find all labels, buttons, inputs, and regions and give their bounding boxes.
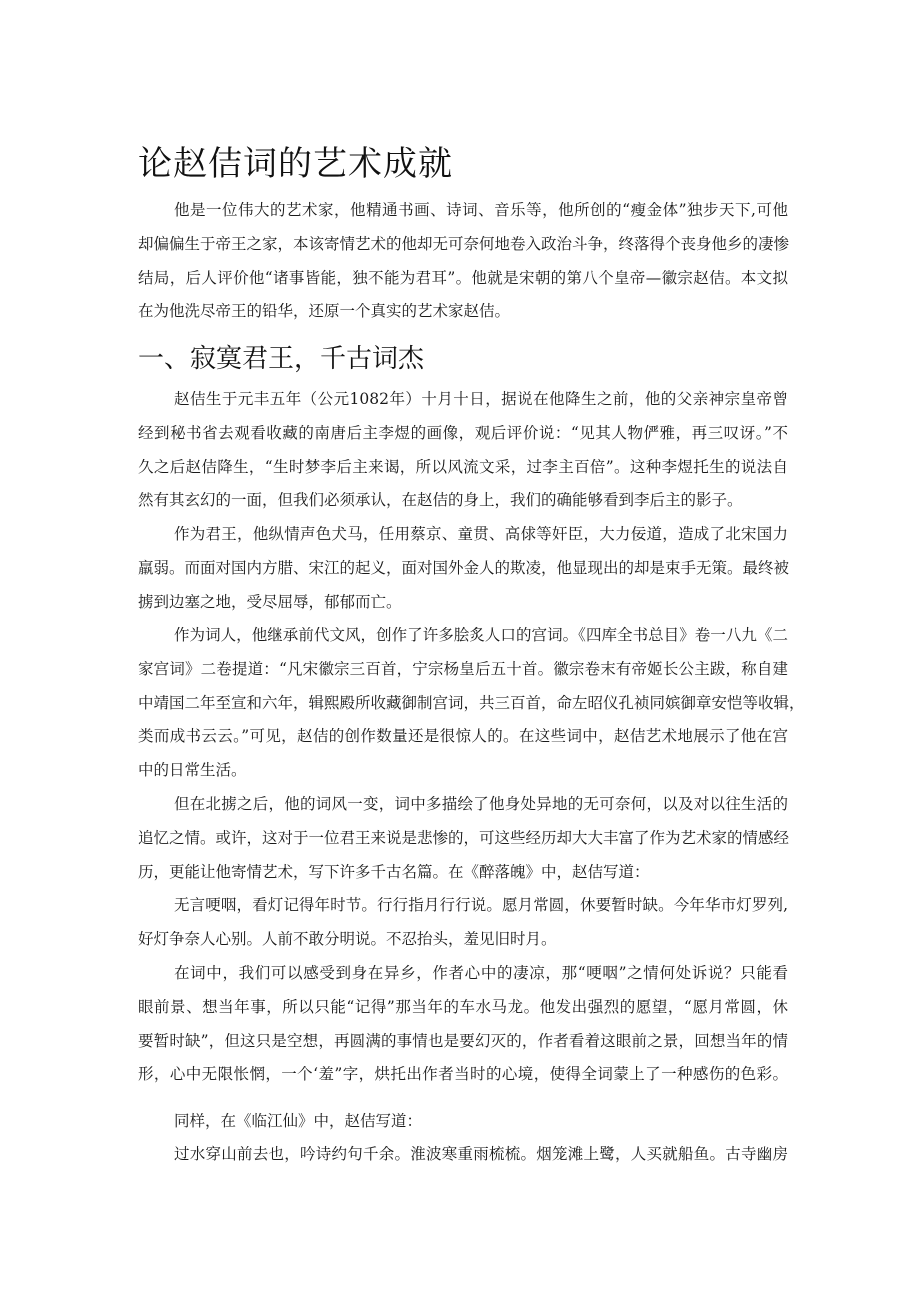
text-line: 同样，在《临江仙》中，赵佶写道： bbox=[174, 1112, 423, 1130]
text-line: 类而成书云云。”可见，赵佶的创作数量还是很惊人的。在这些词中，赵佶艺术地展示了他在宫 bbox=[138, 727, 788, 746]
text-line: 经到秘书省去观看收藏的南唐后主李煜的画像，观后评价说：“见其人物俨雅，再三叹讶。”不 bbox=[138, 423, 788, 442]
text-line: 但在北掳之后，他的词风一变，词中多描绘了他身处异地的无可奈何，以及对以往生活的 bbox=[174, 795, 788, 813]
text-line: 久之后赵佶降生，“生时梦李后主来谒，所以风流文采，过李主百倍”。这种李煜托生的说法自 bbox=[138, 457, 788, 476]
paragraph-linjiangxian-intro bbox=[138, 1105, 788, 1139]
text-line: 作为君王，他纵情声色犬马，任用蔡京、童贯、高俅等奸臣，大力佞道，造成了北宋国力 bbox=[174, 525, 788, 543]
text-line: 中靖国二年至宣和六年，辑熙殿所收藏御制宫词，共三百首，命左昭仪孔祯同嫔御章安恺等收辑， bbox=[138, 693, 805, 712]
paragraph-as-emperor bbox=[138, 518, 788, 619]
text-line: 羸弱。而面对国内方腊、宋江的起义，面对国外金人的欺凌，他显现出的却是束手无策。最终被 bbox=[138, 558, 790, 577]
paragraph-as-poet bbox=[138, 619, 805, 788]
text-line: 要暂时缺”，但这只是空想，再圆满的事情也是要幻灭的，作者看着这眼前之景，回想当年的情 bbox=[138, 1031, 788, 1050]
text-line: 追忆之情。或许，这对于一位君王来说是悲惨的，可这些经历却大大丰富了作为艺术家的情感经 bbox=[138, 828, 790, 847]
text-line: 中的日常生活。 bbox=[138, 761, 247, 780]
text-line: 家宫词》二卷提道：“凡宋徽宗三百首，宁宗杨皇后五十首。徽宗卷末有帝姬长公主跋，称自建 bbox=[138, 659, 788, 678]
paragraph-birth bbox=[138, 383, 788, 518]
paragraph-after-captivity bbox=[138, 788, 788, 889]
poem-linjiangxian bbox=[138, 1138, 788, 1172]
text-line: 掳到边塞之地，受尽屈辱，郁郁而亡。 bbox=[138, 592, 402, 611]
document-title: 论赵佶词的艺术成就 bbox=[138, 144, 453, 184]
text-line: 在为他洗尽帝王的铅华，还原一个真实的艺术家赵佶。 bbox=[138, 302, 511, 321]
text-line: 在词中，我们可以感受到身在异乡，作者心中的凄凉，那“哽咽”之情何处诉说？只能看 bbox=[174, 964, 788, 982]
text-line: 过水穿山前去也，吟诗约句千余。淮波寒重雨梳梳。烟笼滩上鹭，人买就船鱼。古寺幽房 bbox=[174, 1145, 788, 1163]
text-line: 然有其玄幻的一面，但我们必须承认，在赵佶的身上，我们的确能够看到李后主的影子。 bbox=[138, 491, 743, 510]
text-line: 赵佶生于元丰五年（公元1082年）十月十日，据说在他降生之前，他的父亲神宗皇帝曾 bbox=[174, 390, 788, 408]
text-line: 历，更能让他寄情艺术，写下许多千古名篇。在《醉落魄》中，赵佶写道： bbox=[138, 862, 650, 881]
paragraph-analysis bbox=[138, 957, 788, 1092]
text-line: 好灯争奈人心别。人前不敢分明说。不忍抬头，羞见旧时月。 bbox=[138, 929, 557, 948]
text-line: 却偏偏生于帝王之家，本该寄情艺术的他却无可奈何地卷入政治斗争，终落得个丧身他乡的凄惨 bbox=[138, 234, 790, 253]
intro-paragraph bbox=[138, 194, 788, 329]
text-line: 他是一位伟大的艺术家，他精通书画、诗词、音乐等，他所创的“瘦金体”独步天下,可他 bbox=[174, 201, 788, 219]
text-line: 作为词人，他继承前代文风，创作了许多脍炙人口的宫词。《四库全书总目》卷一八九《二 bbox=[174, 626, 788, 644]
text-line: 眼前景、想当年事，所以只能“记得”那当年的车水马龙。他发出强烈的愿望，“愿月常圆，休 bbox=[138, 997, 788, 1016]
text-line: 形，心中无限怅惘，一个‘羞”字，烘托出作者当时的心境，使得全词蒙上了一种感伤的色彩。 bbox=[138, 1065, 788, 1084]
poem-zuiluopo bbox=[138, 889, 788, 957]
text-line: 结局，后人评价他“诸事皆能，独不能为君耳”。他就是宋朝的第八个皇帝—徽宗赵佶。本文拟 bbox=[138, 268, 788, 287]
section-heading: 一、寂寞君王，千古词杰 bbox=[138, 344, 425, 374]
text-line: 无言哽咽，看灯记得年时节。行行指月行行说。愿月常圆，休要暂时缺。今年华市灯罗列, bbox=[174, 896, 788, 914]
